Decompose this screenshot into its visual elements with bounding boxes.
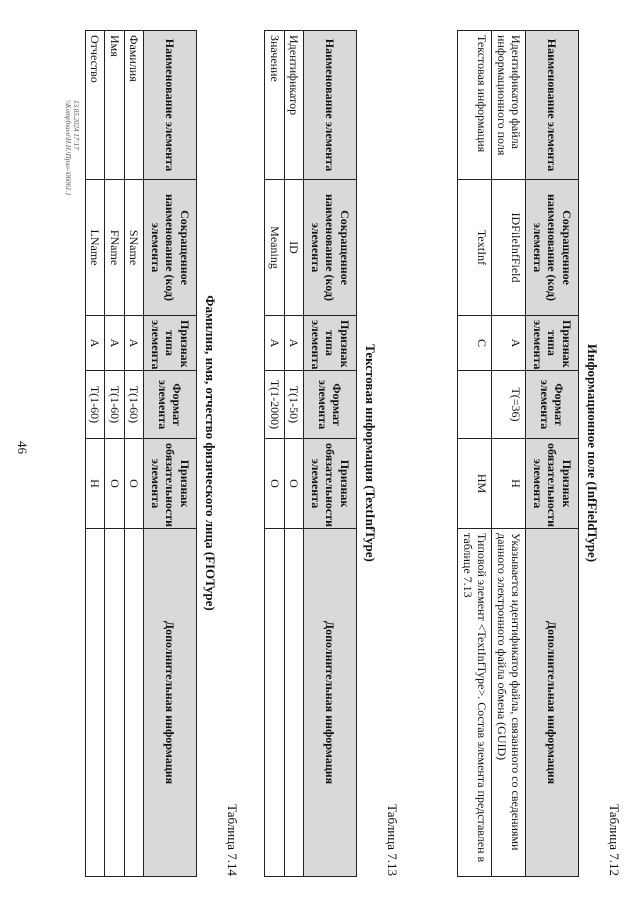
cell-name: Фамилия: [124, 31, 143, 180]
cell-name: Текстовая информация: [458, 31, 492, 180]
cell-code: Meaning: [265, 180, 284, 316]
cell-info: [105, 529, 124, 877]
cell-type: С: [458, 316, 492, 371]
cell-code: ID: [284, 180, 303, 316]
header-info: Дополнительная информация: [526, 529, 579, 877]
header-required: Признак обязательности элемента: [526, 439, 579, 529]
header-info: Дополнительная информация: [304, 529, 357, 877]
cell-type: А: [265, 316, 284, 371]
table-row: [492, 31, 526, 877]
cell-required: Н: [492, 439, 526, 529]
table-7-13: [264, 30, 357, 877]
cell-info: [124, 529, 143, 877]
stamp-line-2: \\Kompfnavo\Н.Н.\Прил-\06061.1: [63, 100, 72, 196]
header-format: Формат элемента: [144, 371, 197, 439]
table-7-12: [457, 30, 579, 877]
header-name: Наименование элемента: [304, 31, 357, 180]
table-row: [458, 31, 492, 877]
cell-required: О: [105, 439, 124, 529]
header-name: Наименование элемента: [144, 31, 197, 180]
header-info: Дополнительная информация: [144, 529, 197, 877]
table-7-14-block: [85, 30, 240, 876]
cell-name: Значение: [265, 31, 284, 180]
cell-code: TextInf: [458, 180, 492, 316]
header-code: Сокращенное наименование (код) элемента: [526, 180, 579, 316]
table-row: [105, 31, 124, 877]
cell-info: Типовой элемент <TextInfType>. Состав элемента представлен в таблице 7.13: [458, 529, 492, 877]
header-format: Формат элемента: [526, 371, 579, 439]
table-number: Таблица 7.13: [385, 804, 400, 876]
header-row: [526, 31, 579, 877]
cell-format: T(1-2000): [265, 371, 284, 439]
cell-code: SName: [124, 180, 143, 316]
table-row: [284, 31, 303, 877]
cell-name: Идентификатор файла информационного поля: [492, 31, 526, 180]
cell-name: Имя: [105, 31, 124, 180]
header-code: Сокращенное наименование (код) элемента: [304, 180, 357, 316]
cell-type: А: [105, 316, 124, 371]
cell-required: О: [284, 439, 303, 529]
cell-type: А: [85, 316, 104, 371]
table-number: Таблица 7.12: [607, 804, 622, 876]
cell-info: [284, 529, 303, 877]
header-required: Признак обязательности элемента: [144, 439, 197, 529]
cell-type: А: [492, 316, 526, 371]
header-format: Формат элемента: [304, 371, 357, 439]
table-7-13-block: [264, 30, 400, 876]
header-type: Признак типа элемента: [144, 316, 197, 371]
cell-required: Н: [85, 439, 104, 529]
cell-info: Указывается идентификатор файла, связанного со сведениями данного электронного файла обмена (GUID): [492, 529, 526, 877]
cell-name: Отчество: [85, 31, 104, 180]
table-number: Таблица 7.14: [225, 804, 240, 876]
table-row: [124, 31, 143, 877]
cell-code: IDFileInfField: [492, 180, 526, 316]
cell-required: О: [124, 439, 143, 529]
cell-info: [265, 529, 284, 877]
cell-name: Идентификатор: [284, 31, 303, 180]
page-number: 46: [15, 441, 30, 454]
cell-required: НМ: [458, 439, 492, 529]
cell-format: T(1-60): [124, 371, 143, 439]
cell-type: А: [284, 316, 303, 371]
header-name: Наименование элемента: [526, 31, 579, 180]
document-stamp: [63, 100, 80, 196]
stamp-line-1: 13.05.2024 17:17: [72, 100, 80, 150]
cell-code: FName: [105, 180, 124, 316]
header-code: Сокращенное наименование (код) элемента: [144, 180, 197, 316]
table-row: [85, 31, 104, 877]
cell-info: [85, 529, 104, 877]
cell-type: А: [124, 316, 143, 371]
cell-code: LName: [85, 180, 104, 316]
table-7-12-block: [457, 30, 622, 876]
header-row: [304, 31, 357, 877]
header-required: Признак обязательности элемента: [304, 439, 357, 529]
table-7-14: [85, 30, 197, 877]
cell-required: О: [265, 439, 284, 529]
cell-format: T(1-50): [284, 371, 303, 439]
table-title: Информационное поле (InfFieldType): [585, 343, 600, 563]
header-type: Признак типа элемента: [526, 316, 579, 371]
table-title: Фамилия, имя, отчество физического лица (FIOType): [203, 295, 218, 611]
cell-format: T(1-60): [85, 371, 104, 439]
table-title: Текстовая информация (TextInfType): [363, 344, 378, 562]
header-type: Признак типа элемента: [304, 316, 357, 371]
header-row: [144, 31, 197, 877]
cell-format: T(=36): [492, 371, 526, 439]
table-row: [265, 31, 284, 877]
cell-format: T(1-60): [105, 371, 124, 439]
cell-format: [458, 371, 492, 439]
